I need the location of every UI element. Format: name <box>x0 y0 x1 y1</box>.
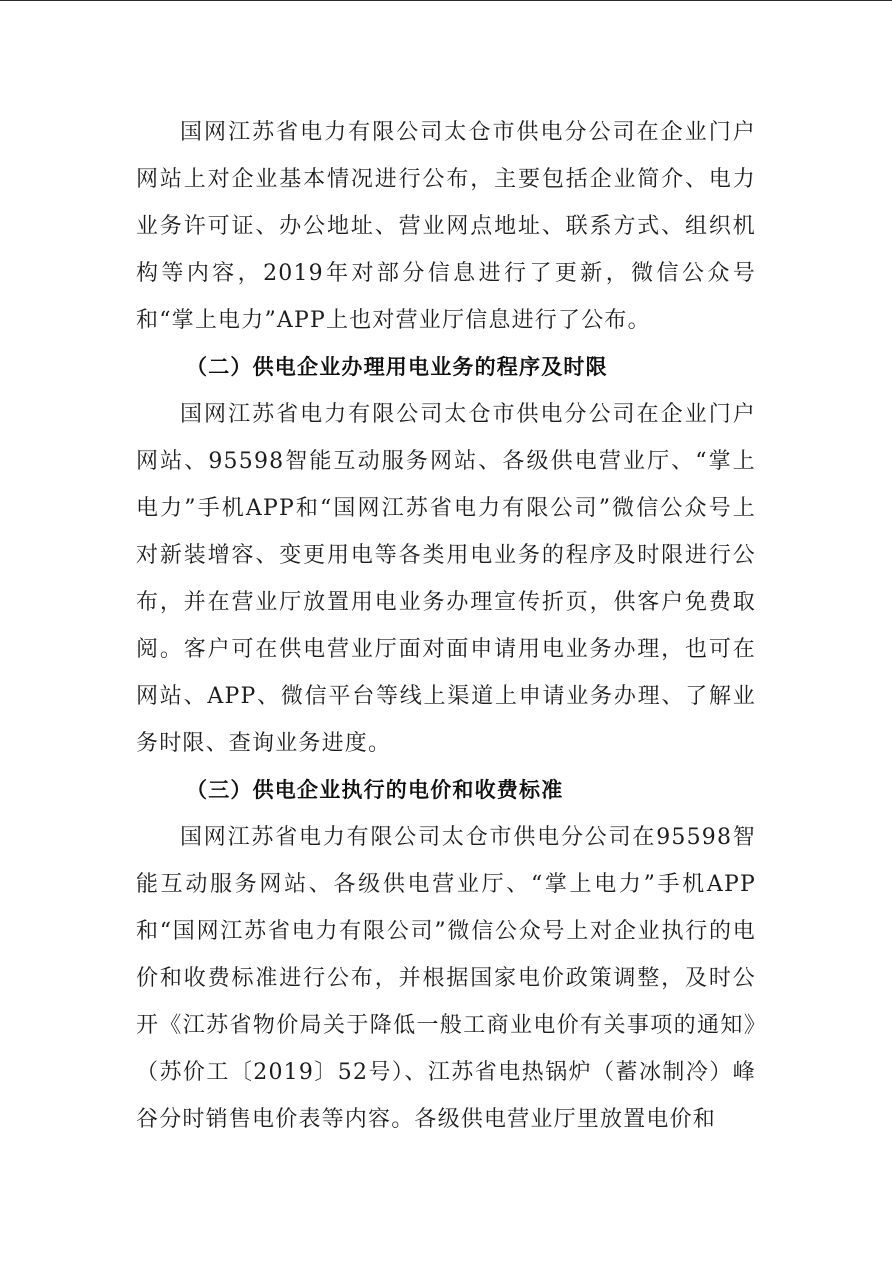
paragraph-electricity-prices: 国网江苏省电力有限公司太仓市供电分公司在95598智能互动服务网站、各级供电营业厅、“掌上电力”手机APP和“国网江苏省电力有限公司”微信公众号上对企业执行的电价和收费标准进行公布，并根据国家电价政策调整，及时公开《江苏省物价局关于降低一般工商业电价有关事项的通知》（苏价工〔2019〕52号）、江苏省电热锅炉（蓄冰制冷）峰谷分时销售电价表等内容。各级供电营业厅里放置电价和 <box>136 825 756 1132</box>
section-heading-2: （二）供电企业办理用电业务的程序及时限 <box>186 355 608 379</box>
document-body <box>136 109 756 1143</box>
paragraph-enterprise-info: 国网江苏省电力有限公司太仓市供电分公司在企业门户网站上对企业基本情况进行公布，主要包括企业简介、电力业务许可证、办公地址、营业网点地址、联系方式、组织机构等内容，2019年对部分信息进行了更新，微信公众号和“掌上电力”APP上也对营业厅信息进行了公布。 <box>136 120 756 333</box>
section-heading-3: （三）供电企业执行的电价和收费标准 <box>186 778 564 802</box>
paragraph-business-procedures: 国网江苏省电力有限公司太仓市供电分公司在企业门户网站、95598智能互动服务网站、各级供电营业厅、“掌上电力”手机APP和“国网江苏省电力有限公司”微信公众号上对新装增容、变更用电等各类用电业务的程序及时限进行公布，并在营业厅放置用电业务办理宣传折页，供客户免费取阅。客户可在供电营业厅面对面申请用电业务办理，也可在网站、APP、微信平台等线上渠道上申请业务办理、了解业务时限、查询业务进度。 <box>136 402 756 756</box>
